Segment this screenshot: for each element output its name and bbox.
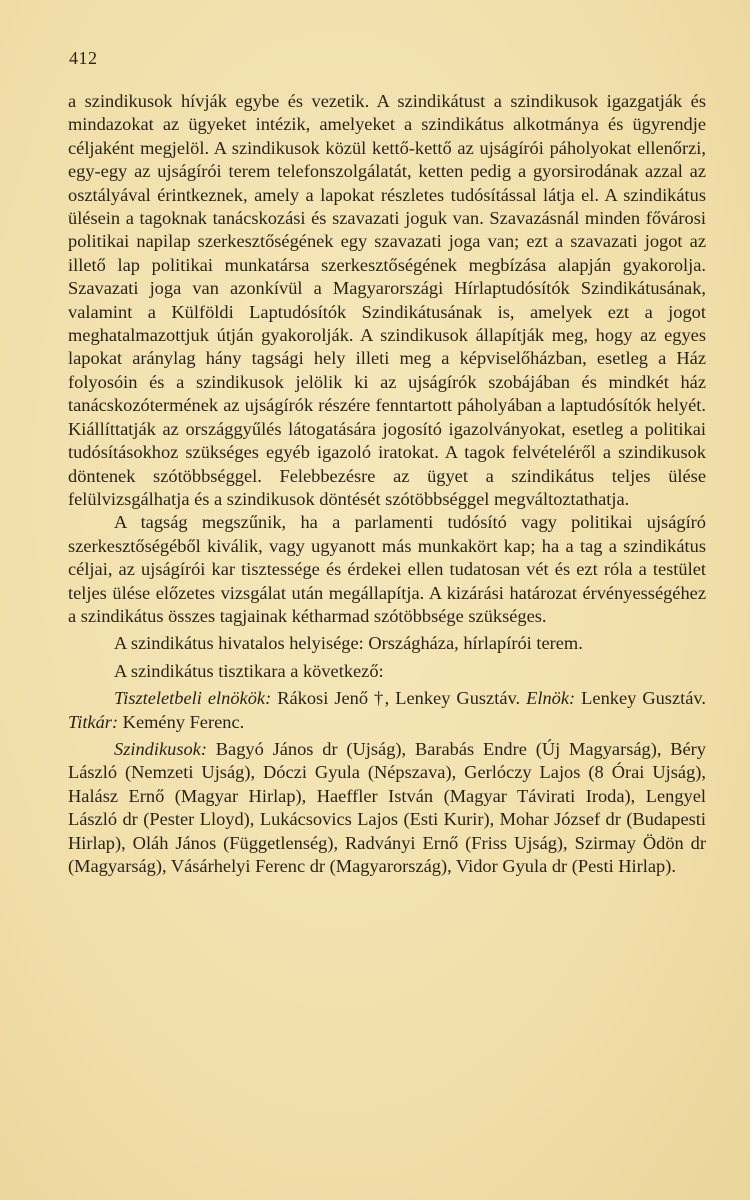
syndics-label: Szindikusok:	[114, 738, 207, 759]
page-number: 412	[69, 48, 98, 68]
president-label: Elnök:	[526, 688, 576, 709]
body-text	[68, 90, 706, 878]
paragraph-official-location: A szindikátus hivatalos helyisége: Országháza, hírlapírói terem.	[114, 633, 583, 654]
honorary-presidents-names: Rákosi Jenő †, Lenkey Gusztáv.	[271, 688, 527, 709]
syndics-names: Bagyó János dr (Ujság), Barabás Endre (Új Magyarság), Béry László (Nemzeti Ujság), Dóczi Gyula (Népszava), Gerlóczy Lajos (8 Órai Ujság), Halász Ernő (Magyar Hirlap), Haeffler István (Magyar Távirati Iroda), Lengyel László dr (Pester Lloyd), Lukácsovics Lajos (Esti Kurir), Mohar József dr (Budapesti Hirlap), Oláh János (Függetlenség), Radványi Ernő (Friss Ujság), Szirmay Ödön dr (Magyarság), Vásárhelyi Ferenc dr (Magyarország), Vidor Gyula dr (Pesti Hirlap).	[68, 738, 706, 876]
paragraph-syndics-list	[68, 738, 706, 878]
secretary-label: Titkár:	[68, 711, 119, 732]
paragraph-syndics-duties: a szindikusok hívják egybe és vezetik. A szindikátust a szindikusok igazgatják és mindazokat az ügyeket intézik, amelyeket a szindikátus alkotmánya és ügyrendje céljaként megjelöl. A szindikusok közül kettő-kettő az ujságírói páholyokat ellenőrzi, egy-egy az ujságírói terem telefonszolgálatát, ketten pedig a gyorsirodának azzal az osztályával érintkeznek, amely a lapokat részletes tudósítással látja el. A szindikátus ülésein a tagoknak tanácskozási és szavazati joguk van. Szavazásnál minden fővárosi politikai napilap szerkesztőségének egy szavazati joga van; ezt a szavazati jogot az illető lap politikai munkatársa szerkesztőségének megbízása alapján gyakorolja. Szavazati joga van azonkívül a Magyarországi Hírlaptudósítók Szindikátusának, valamint a Külföldi Laptudósítók Szindikátusának is, amelyek ezt a jogot meghatalmazottjuk útján gyakorolják. A szindikusok állapítják meg, hogy az egyes lapokat aránylag hány tagsági hely illeti meg a képviselőházban, esetleg a Ház folyosóin és a szindikusok jelölik ki az ujságírók szobájában és mindkét ház tanácskozótermének az ujságírók részére fenntartott páholyában a laptudósítók helyét. Kiállíttatják az országgyűlés látogatására jogosító igazolványokat, esetleg a politikai tudósításokhoz szükséges egyéb igazoló iratokat. A tagok felvételéről a szindikusok döntenek szótöbbséggel. Felebbezésre az ügyet a szindikátus teljes ülése felülvizsgálhatja és a szindikusok döntését szótöbbséggel megváltoztathatja.	[68, 91, 706, 509]
secretary-name: Kemény Ferenc.	[118, 711, 245, 732]
president-name: Lenkey Gusztáv.	[575, 688, 706, 709]
paragraph-officers-intro: A szindikátus tisztikara a következő:	[114, 660, 384, 681]
honorary-presidents-label: Tiszteletbeli elnökök:	[114, 688, 272, 709]
paragraph-officers	[68, 687, 706, 734]
paragraph-membership-termination: A tagság megszűnik, ha a parlamenti tudósító vagy politikai ujságíró szerkesztőségéből kiválik, vagy ugyanott más munkakört kap; ha a tag a szindikátus céljai, az ujságírói kar tisztessége és érdekei ellen tudatosan vét és ezt róla a testület teljes ülése előzetes vizsgálat után megállapítja. A kizárási határozat érvényességéhez a szindikátus összes tagjainak kétharmad szótöbbsége szükséges.	[68, 512, 706, 626]
